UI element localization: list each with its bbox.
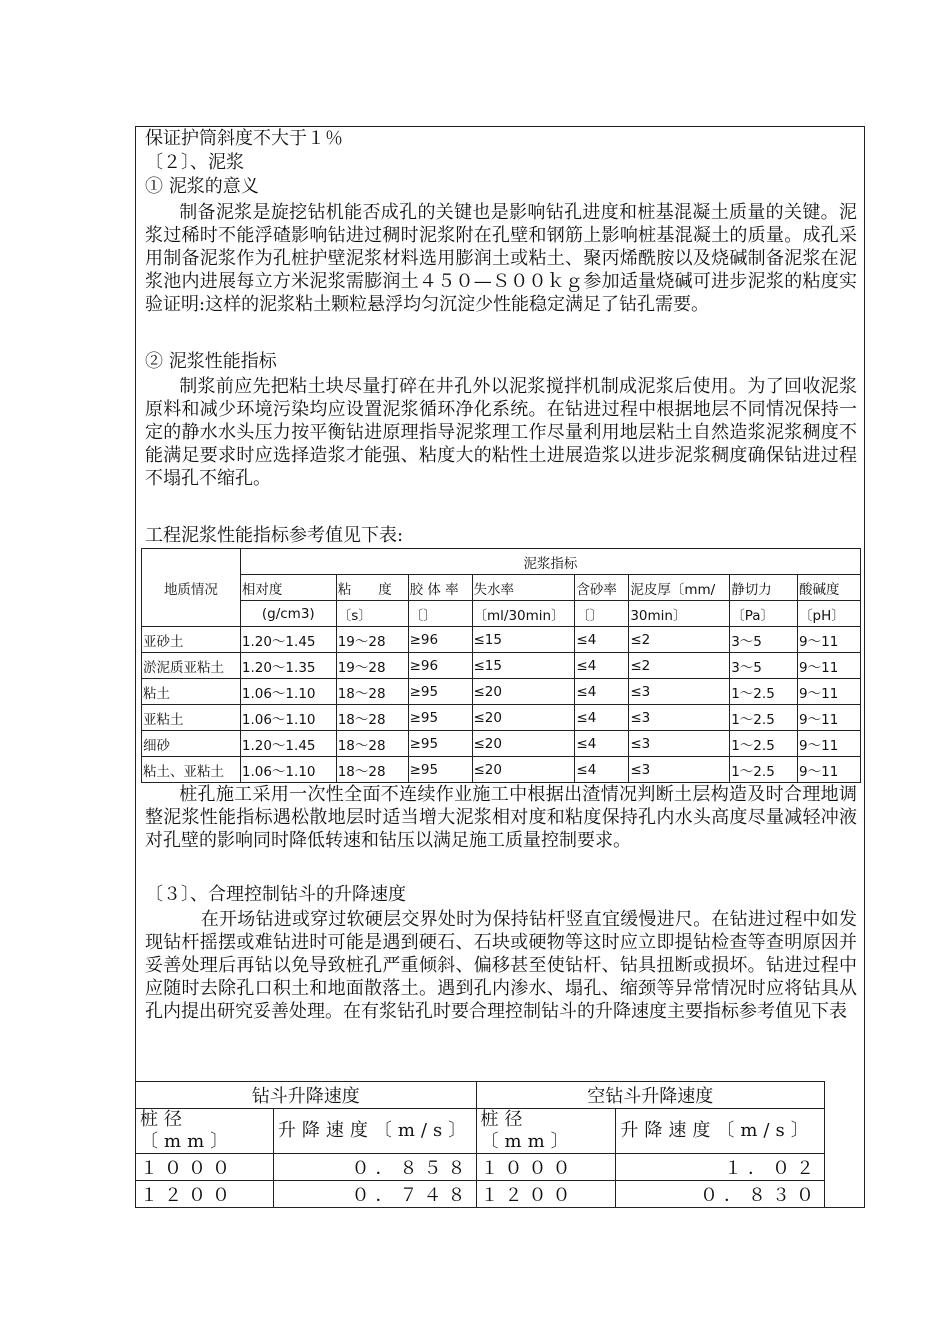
- col-unit: 〔s〕: [336, 601, 408, 627]
- value-cell: ≤4: [575, 653, 629, 679]
- header-bucket-speed: 钻斗升降速度: [136, 1082, 477, 1109]
- value-cell: ≤3: [629, 731, 730, 757]
- value-cell: 1.20～1.45: [240, 627, 336, 653]
- geology-cell: 细砂: [142, 731, 241, 757]
- table-row: [142, 731, 861, 757]
- value-cell: 1～2.5: [730, 679, 798, 705]
- col-header: 相对度: [240, 575, 336, 601]
- bucket-speed-table: [135, 1081, 825, 1208]
- col-unit: 〔〕: [575, 601, 629, 627]
- col-header: 静切力: [730, 575, 798, 601]
- value-cell: ≤20: [472, 757, 575, 783]
- speed-cell: ０．８３０: [616, 1181, 825, 1208]
- value-cell: 1.20～1.35: [240, 653, 336, 679]
- subsection-heading: ② 泥浆性能指标: [145, 351, 277, 372]
- value-cell: ≥95: [408, 757, 472, 783]
- value-cell: ≤2: [629, 653, 730, 679]
- col-header: 失水率: [472, 575, 575, 601]
- section-heading: 〔３〕、合理控制钻斗的升降速度: [145, 884, 406, 905]
- value-cell: ≤4: [575, 705, 629, 731]
- header-lift-speed: 升降速度〔m/s〕: [273, 1109, 476, 1154]
- paragraph: 在开场钻进或穿过软硬层交界处时为保持钻杆竖直宜缓慢进尺。在钻进过程中如发现钻杆摇摆或难钻进时可能是遇到硬石、石块或硬物等这时应立即提钻检查等查明原因并妥善处理后再钻以免导致桩孔严重倾斜、偏移甚至使钻杆、钻具扭断或损坏。钻进过程中应随时去除孔口积土和地面散落土。遇到孔内渗水、塌孔、缩颈等异常情况时应将钻具从孔内提出研究妥善处理。在有浆钻孔时要合理控制钻斗的升降速度主要指标参考值见下表: [145, 909, 857, 1022]
- value-cell: 9～11: [798, 731, 861, 757]
- table-row: [142, 705, 861, 731]
- speed-cell: ０．８５８: [273, 1154, 476, 1181]
- value-cell: ≤20: [472, 679, 575, 705]
- subsection-heading: ① 泥浆的意义: [145, 176, 259, 197]
- value-cell: 18～28: [336, 679, 408, 705]
- value-cell: 1～2.5: [730, 705, 798, 731]
- col-header: 胶 体 率: [408, 575, 472, 601]
- col-header: 泥皮厚〔mm/: [629, 575, 730, 601]
- value-cell: ≤4: [575, 627, 629, 653]
- value-cell: 19～28: [336, 627, 408, 653]
- table-row: [142, 757, 861, 783]
- section-heading: 〔２〕、泥浆: [145, 152, 244, 173]
- value-cell: ≥96: [408, 627, 472, 653]
- col-unit: 〔pH〕: [798, 601, 861, 627]
- diameter-cell: １０００: [476, 1154, 616, 1181]
- header-geology: 地质情况: [142, 549, 241, 627]
- value-cell: 18～28: [336, 705, 408, 731]
- paragraph: 桩孔施工采用一次性全面不连续作业施工中根据出渣情况判断土层构造及时合理地调整泥浆性能指标遇松散地层时适当增大泥浆相对度和粘度保持孔内水头高度尽量减轻冲液对孔壁的影响同时降低转速和钻压以满足施工质量控制要求。: [145, 784, 857, 851]
- geology-cell: 粘土: [142, 679, 241, 705]
- value-cell: 18～28: [336, 731, 408, 757]
- paragraph: 制浆前应先把粘土块尽量打碎在井孔外以泥浆搅拌机制成泥浆后使用。为了回收泥浆原料和减少环境污染均应设置泥浆循环净化系统。在钻进过程中根据地层不同情况保持一定的静水水头压力按平衡钻进原理指导泥浆理工作尽量利用地层粘土自然造浆泥浆稠度不能满足要求时应选择造浆才能强、粘度大的粘性土进展造浆以进步泥浆稠度确保钻进过程不塌孔不缩孔。: [145, 376, 857, 489]
- value-cell: ≤4: [575, 731, 629, 757]
- table-row: [136, 1181, 825, 1208]
- value-cell: 1～2.5: [730, 731, 798, 757]
- value-cell: 9～11: [798, 705, 861, 731]
- value-cell: ≤4: [575, 757, 629, 783]
- value-cell: ≤20: [472, 731, 575, 757]
- col-header: 含砂率: [575, 575, 629, 601]
- value-cell: 9～11: [798, 679, 861, 705]
- value-cell: ≤4: [575, 679, 629, 705]
- col-header: 酸碱度: [798, 575, 861, 601]
- value-cell: 19～28: [336, 653, 408, 679]
- table-row: [136, 1154, 825, 1181]
- paragraph: 制备泥浆是旋挖钻机能否成孔的关键也是影响钻孔进度和桩基混凝土质量的关键。泥浆过稀时不能浮碴影响钻进过稠时泥浆附在孔壁和钢筋上影响桩基混凝土的质量。成孔采用制备泥浆作为孔桩护壁泥浆材料选用膨润土或粘土、聚丙烯酰胺以及烧碱制备泥浆在泥浆池内进展每立方米泥浆需膨润土４５０—Ｓ００ｋｇ参加适量烧碱可进步泥浆的粘度实验证明:这样的泥浆粘土颗粒悬浮均匀沉淀少性能稳定满足了钻孔需要。: [145, 202, 857, 315]
- header-pile-diameter: 桩径〔mm〕: [476, 1109, 616, 1154]
- value-cell: ≥96: [408, 653, 472, 679]
- table-row: [142, 679, 861, 705]
- speed-cell: ０．７４８: [273, 1181, 476, 1208]
- value-cell: ≥95: [408, 679, 472, 705]
- value-cell: ≤3: [629, 705, 730, 731]
- value-cell: 1.06～1.10: [240, 757, 336, 783]
- value-cell: ≤2: [629, 627, 730, 653]
- header-pile-diameter: 桩径〔mm〕: [136, 1109, 274, 1154]
- value-cell: ≤20: [472, 705, 575, 731]
- value-cell: ≤15: [472, 627, 575, 653]
- value-cell: ≥95: [408, 731, 472, 757]
- col-unit: 30min〕: [629, 601, 730, 627]
- value-cell: 9～11: [798, 653, 861, 679]
- value-cell: ≤3: [629, 757, 730, 783]
- value-cell: ≤3: [629, 679, 730, 705]
- geology-cell: 亚粘土: [142, 705, 241, 731]
- table-row: [142, 627, 861, 653]
- header-lift-speed: 升降速度〔m/s〕: [616, 1109, 825, 1154]
- diameter-cell: １２００: [476, 1181, 616, 1208]
- geology-cell: 淤泥质亚粘土: [142, 653, 241, 679]
- header-mud-index: 泥浆指标: [240, 549, 860, 575]
- value-cell: 1.06～1.10: [240, 679, 336, 705]
- diameter-cell: １０００: [136, 1154, 274, 1181]
- geology-cell: 亚砂土: [142, 627, 241, 653]
- col-header: 粘 度: [336, 575, 408, 601]
- value-cell: 3～5: [730, 627, 798, 653]
- value-cell: 3～5: [730, 653, 798, 679]
- text-line: 保证护筒斜度不大于１％: [145, 128, 343, 149]
- table-caption: 工程泥浆性能指标参考值见下表:: [145, 525, 404, 546]
- mud-performance-table: [141, 548, 861, 783]
- col-unit: 〔〕: [408, 601, 472, 627]
- value-cell: 9～11: [798, 627, 861, 653]
- col-unit: 〔Pa〕: [730, 601, 798, 627]
- header-empty-bucket-speed: 空钻斗升降速度: [476, 1082, 825, 1109]
- col-unit: (g/cm3): [240, 601, 336, 627]
- diameter-cell: １２００: [136, 1181, 274, 1208]
- value-cell: ≤15: [472, 653, 575, 679]
- value-cell: 1.20～1.45: [240, 731, 336, 757]
- value-cell: 1.06～1.10: [240, 705, 336, 731]
- value-cell: 1～2.5: [730, 757, 798, 783]
- value-cell: ≥95: [408, 705, 472, 731]
- value-cell: 9～11: [798, 757, 861, 783]
- speed-cell: １．０２: [616, 1154, 825, 1181]
- col-unit: 〔ml/30min〕: [472, 601, 575, 627]
- table-row: [142, 653, 861, 679]
- geology-cell: 粘土、亚粘土: [142, 757, 241, 783]
- value-cell: 18～28: [336, 757, 408, 783]
